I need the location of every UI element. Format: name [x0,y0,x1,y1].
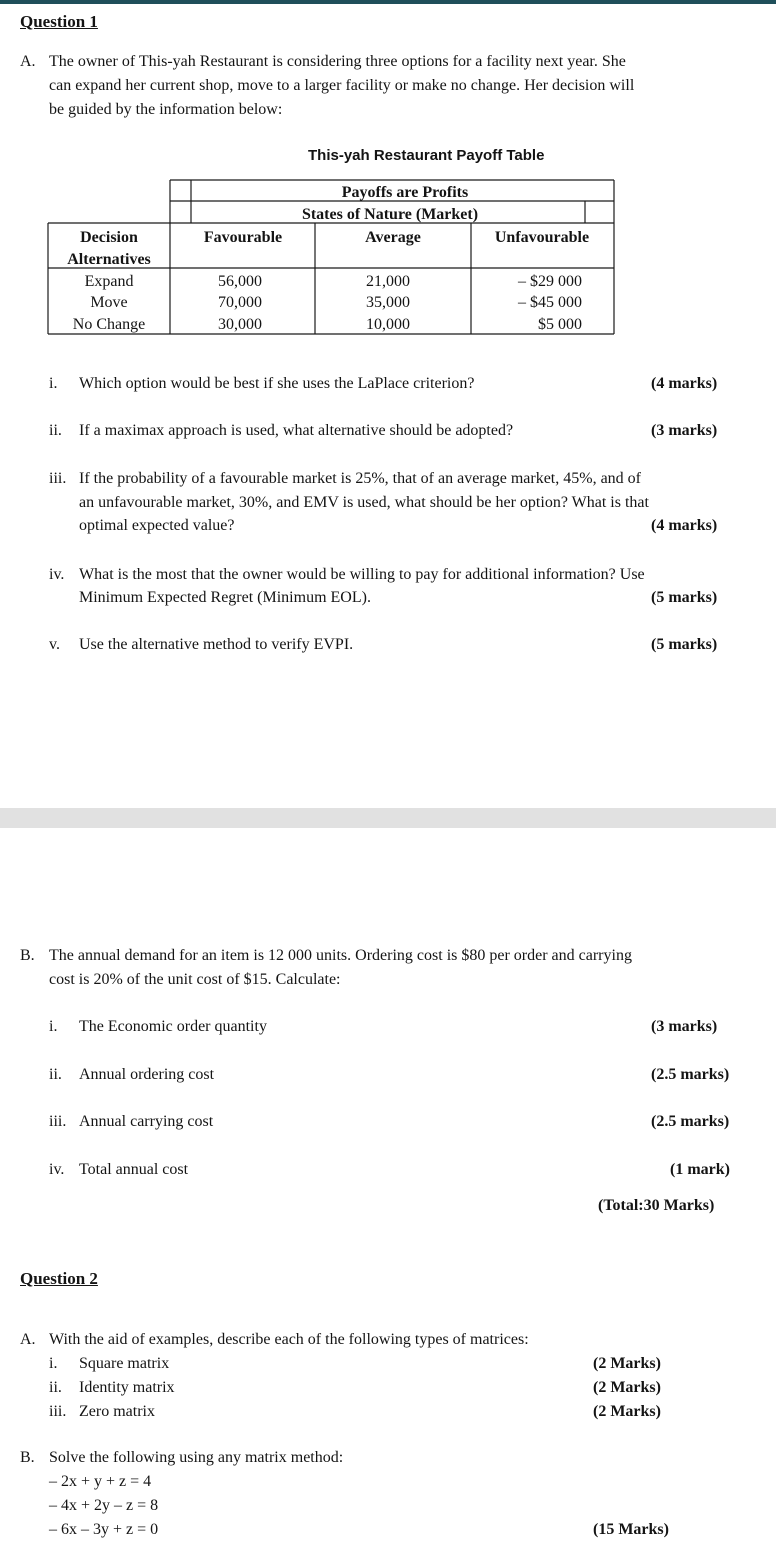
q1b-item-iii-num: iii. [49,1113,67,1130]
q1-part-b-line-2: cost is 20% of the unit cost of $15. Calculate: [49,971,341,988]
q1b-item-iii-marks: (2.5 marks) [651,1113,730,1130]
table-header-decision: Decision [80,229,138,246]
q2-part-a-line: With the aid of examples, describe each of the following types of matrices: [49,1331,529,1348]
q1-part-b-letter: B. [20,947,35,964]
q1-part-a-line-1: The owner of This-yah Restaurant is considering three options for a facility next year. She [49,53,626,70]
q1-part-a-letter: A. [20,53,36,70]
q1a-item-v-text: Use the alternative method to verify EVPI. [79,636,354,653]
q1a-item-iii-marks: (4 marks) [651,517,718,534]
table-cell-nochange-average: 10,000 [366,316,410,333]
q1b-item-i-text: The Economic order quantity [79,1018,267,1035]
q1a-item-iv-marks: (5 marks) [651,589,718,606]
q1b-item-iv-marks: (1 mark) [670,1161,730,1178]
table-cell-nochange-favourable: 30,000 [218,316,262,333]
table-header-alternatives: Alternatives [67,251,151,268]
table-header-payoffs: Payoffs are Profits [341,184,469,201]
q2b-equation-2: – 4x + 2y – z = 8 [49,1497,159,1514]
q1b-item-ii-text: Annual ordering cost [79,1066,215,1083]
table-cell-move-average: 35,000 [366,294,410,311]
table-header-unfavourable: Unfavourable [494,229,590,246]
q1-part-b-line-1: The annual demand for an item is 12 000 units. Ordering cost is $80 per order and carrying [49,947,632,964]
q1a-item-ii-marks: (3 marks) [651,422,718,439]
q1a-item-i-marks: (4 marks) [651,375,718,392]
table-header-favourable: Favourable [203,229,283,246]
table-cell-expand-favourable: 56,000 [218,273,262,290]
q1a-item-v-marks: (5 marks) [651,636,718,653]
q2-part-b-line: Solve the following using any matrix method: [49,1449,344,1466]
q1a-item-iii-line-3: optimal expected value? [79,517,235,534]
q1-part-a-line-3: be guided by the information below: [49,101,283,118]
q1a-item-v-num: v. [49,636,60,653]
q2a-item-i-num: i. [49,1355,58,1372]
table-row-nochange-name: No Change [72,316,146,333]
q1b-item-iv-num: iv. [49,1161,65,1178]
q1a-item-ii-num: ii. [49,422,62,439]
q2a-item-iii-marks: (2 Marks) [593,1403,661,1420]
q1b-item-ii-num: ii. [49,1066,62,1083]
q2-part-a-letter: A. [20,1331,36,1348]
q1b-item-iii-text: Annual carrying cost [79,1113,214,1130]
q2-part-b-letter: B. [20,1449,35,1466]
q2b-equation-1: – 2x + y + z = 4 [49,1473,152,1490]
table-cell-nochange-unfavourable: $5 000 [538,316,582,333]
q1a-item-ii-text: If a maximax approach is used, what alternative should be adopted? [79,422,514,439]
table-cell-move-unfavourable: – $45 000 [518,294,582,311]
question-1-heading: Question 1 [20,12,98,31]
question-2-heading: Question 2 [20,1269,98,1288]
q1b-item-iv-text: Total annual cost [79,1161,189,1178]
q1-part-a-line-2: can expand her current shop, move to a larger facility or make no change. Her decision will [49,77,635,94]
q1-total-marks: (Total:30 Marks) [598,1197,715,1214]
q1a-item-iv-num: iv. [49,566,65,583]
q1b-item-ii-marks: (2.5 marks) [651,1066,730,1083]
payoff-table [0,0,776,340]
q2a-item-i-marks: (2 Marks) [593,1355,661,1372]
q2a-item-iii-text: Zero matrix [79,1403,155,1420]
q2a-item-ii-marks: (2 Marks) [593,1379,661,1396]
table-cell-move-favourable: 70,000 [218,294,262,311]
payoff-table-caption: This-yah Restaurant Payoff Table [308,147,545,164]
q1a-item-iii-num: iii. [49,470,67,487]
table-header-average: Average [365,229,421,246]
page-separator [0,808,776,828]
q1a-item-i-num: i. [49,375,58,392]
q1a-item-iv-line-1: What is the most that the owner would be willing to pay for additional information? Use [79,566,645,583]
q2b-marks: (15 Marks) [593,1521,669,1538]
table-row-expand-name: Expand [84,273,134,290]
q1a-item-iii-line-2: an unfavourable market, 30%, and EMV is used, what should be her option? What is that [79,494,649,511]
table-row-move-name: Move [90,294,128,311]
q2b-equation-3: – 6x – 3y + z = 0 [49,1521,159,1538]
q1a-item-iii-line-1: If the probability of a favourable market is 25%, that of an average market, 45%, and of [79,470,642,487]
q1a-item-i-text: Which option would be best if she uses the LaPlace criterion? [79,375,475,392]
table-cell-expand-average: 21,000 [366,273,410,290]
q2a-item-i-text: Square matrix [79,1355,170,1372]
table-header-states: States of Nature (Market) [301,206,479,223]
q2a-item-ii-text: Identity matrix [79,1379,175,1396]
q2a-item-iii-num: iii. [49,1403,67,1420]
q2a-item-ii-num: ii. [49,1379,62,1396]
q1b-item-i-marks: (3 marks) [651,1018,718,1035]
q1a-item-iv-line-2: Minimum Expected Regret (Minimum EOL). [79,589,371,606]
table-cell-expand-unfavourable: – $29 000 [518,273,582,290]
q1b-item-i-num: i. [49,1018,58,1035]
